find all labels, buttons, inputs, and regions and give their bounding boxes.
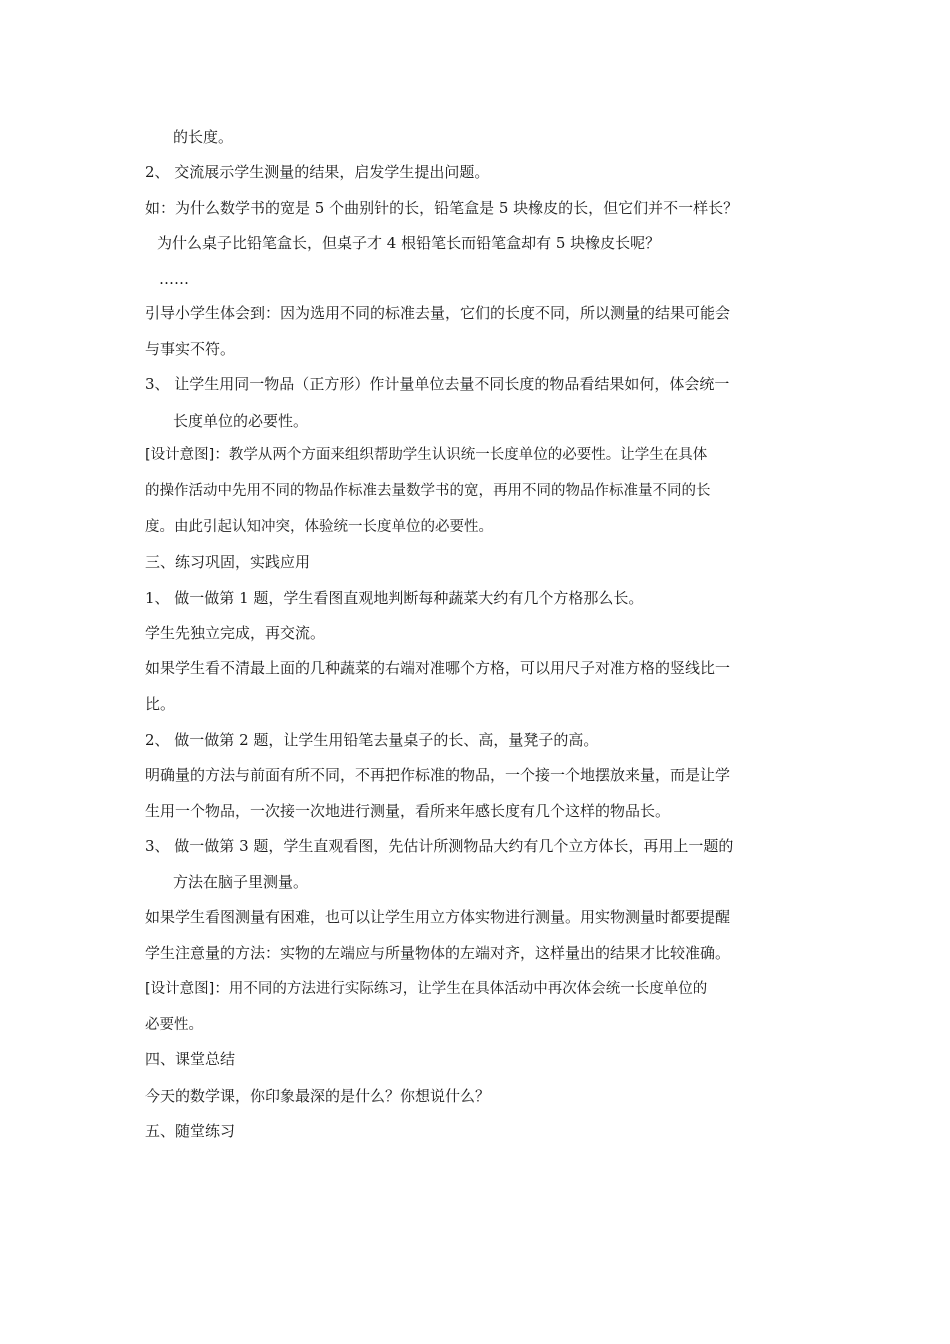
text-line: 学生先独立完成，再交流。 [145,624,326,642]
design-intent-note: 度。由此引起认知冲突，体验统一长度单位的必要性。 [145,519,493,535]
design-intent-note: 的操作活动中先用不同的物品作标准去量数学书的宽，再用不同的物品作标准量不同的长 [145,483,711,499]
text-line: 的长度。 [173,128,234,146]
text-line: 生用一个物品，一次接一次地进行测量，看所来年感长度有几个这样的物品长。 [145,802,671,820]
text-line: 长度单位的必要性。 [173,412,309,430]
text-line: 如果学生看图测量有困难，也可以让学生用立方体实物进行测量。用实物测量时都要提醒 [145,908,731,926]
text-line: 方法在脑子里测量。 [173,873,309,891]
list-item: 1、 做一做第 1 题，学生看图直观地判断每种蔬菜大约有几个方格那么长。 [145,589,644,607]
text-line: 引导小学生体会到：因为选用不同的标准去量，它们的长度不同，所以测量的结果可能会 [145,304,731,322]
text-line: 如：为什么数学书的宽是 5 个曲别针的长，铅笔盒是 5 块橡皮的长，但它们并不一样长？ [145,199,739,217]
text-line: 今天的数学课，你印象最深的是什么？你想说什么？ [145,1087,491,1105]
design-intent-note: [设计意图]：教学从两个方面来组织帮助学生认识统一长度单位的必要性。让学生在具体 [145,447,708,463]
list-item: 2、 交流展示学生测量的结果，启发学生提出问题。 [145,163,490,181]
text-line: 如果学生看不清最上面的几种蔬菜的右端对准哪个方格，可以用尺子对准方格的竖线比一 [145,659,731,677]
text-line: 与事实不符。 [145,340,236,358]
design-intent-note: 必要性。 [145,1017,203,1033]
list-item: 3、 让学生用同一物品（正方形）作计量单位去量不同长度的物品看结果如何，体会统一 [145,375,730,393]
text-line: 为什么桌子比铅笔盒长，但桌子才 4 根铅笔长而铅笔盒却有 5 块橡皮长呢？ [157,234,661,252]
list-item: 3、 做一做第 3 题，学生直观看图，先估计所测物品大约有几个立方体长，再用上一题的 [145,837,734,855]
ellipsis: …… [159,270,189,288]
list-item: 2、 做一做第 2 题，让学生用铅笔去量桌子的长、高，量凳子的高。 [145,731,599,749]
text-line: 明确量的方法与前面有所不同，不再把作标准的物品，一个接一个地摆放来量，而是让学 [145,766,731,784]
design-intent-note: [设计意图]：用不同的方法进行实际练习，让学生在具体活动中再次体会统一长度单位的 [145,981,708,997]
text-line: 学生注意量的方法：实物的左端应与所量物体的左端对齐，这样量出的结果才比较准确。 [145,944,731,962]
section-heading: 五、随堂练习 [145,1122,236,1140]
section-heading: 四、课堂总结 [145,1050,236,1068]
text-line: 比。 [145,695,176,713]
section-heading: 三、练习巩固，实践应用 [145,553,311,571]
